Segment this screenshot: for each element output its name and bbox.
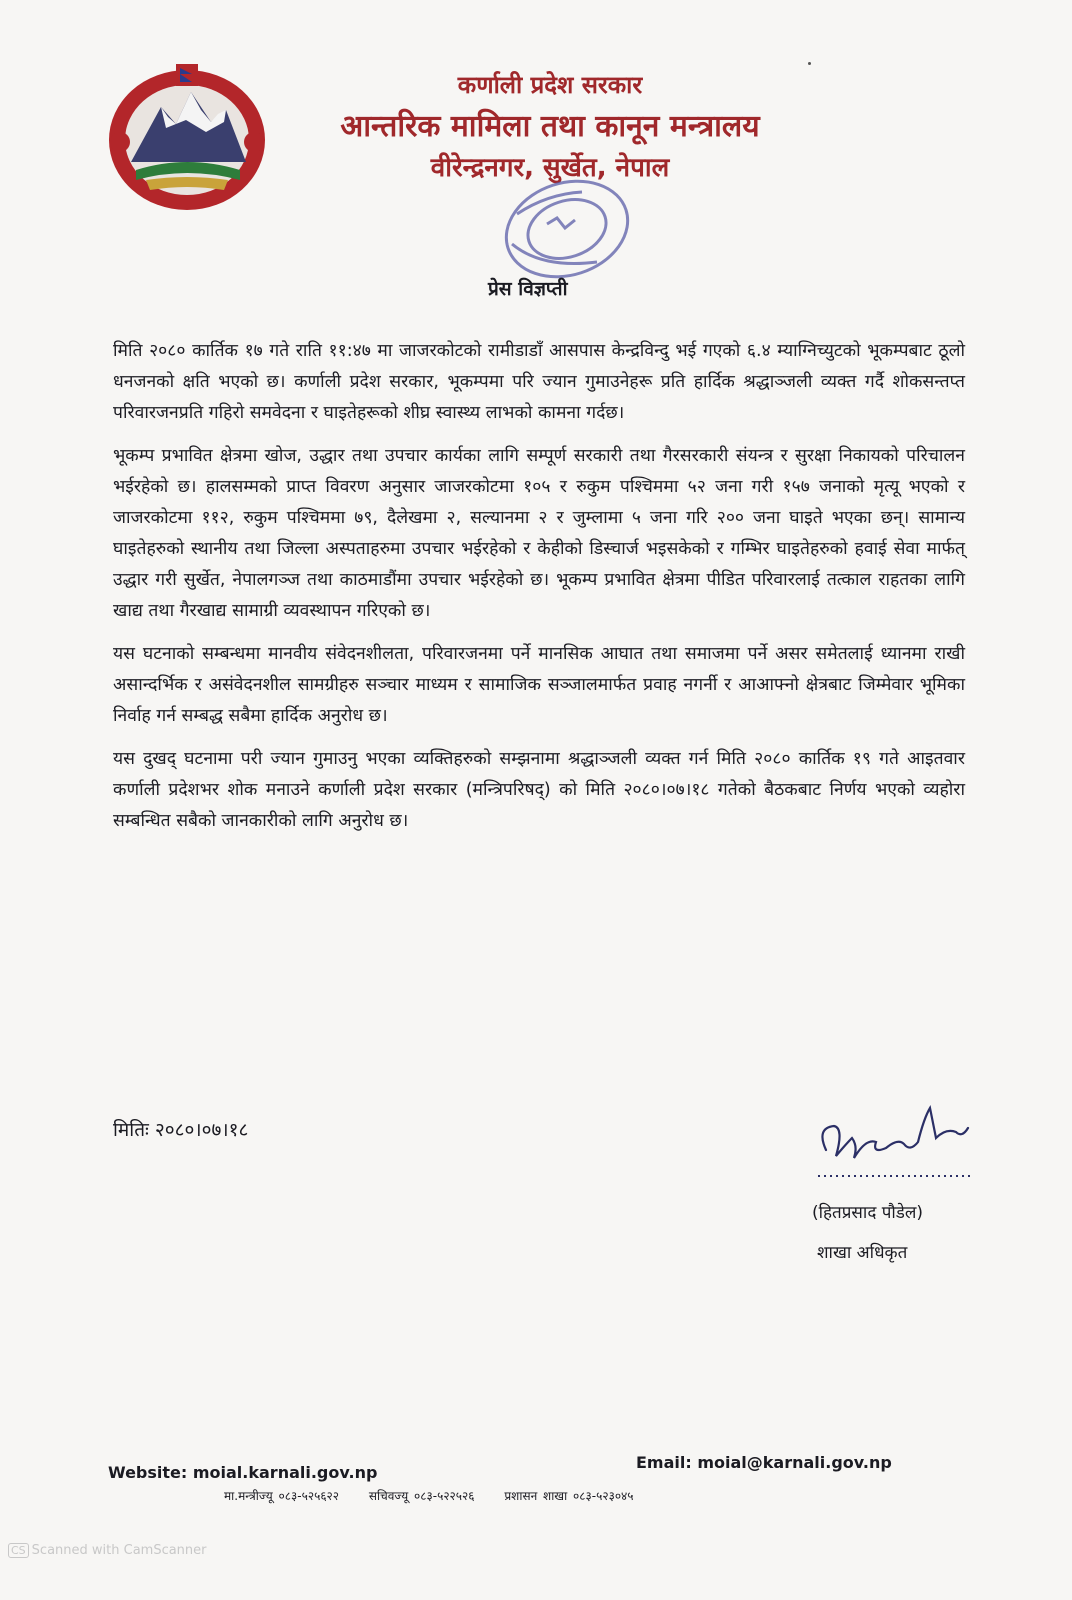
footer-website: Website: moial.karnali.gov.np bbox=[108, 1463, 378, 1482]
official-stamp bbox=[487, 174, 647, 284]
paragraph-1: मिति २०८० कार्तिक १७ गते राति ११:४७ मा जाजरकोटको रामीडाडाँ आसपास केन्द्रविन्दु भई गएको ६.४ म्याग्निच्युटको भूकम्पबाट ठूलो धनजनको क्षति भएको छ। कर्णाली प्रदेश सरकार, भूकम्पमा परि ज्यान गुमाउनेहरू प्रति हार्दिक श्रद्धाञ्जली व्यक्त गर्दै शोकसन्तप्त परिवारजनप्रति गहिरो समवेदना र घाइतेहरूको शीघ्र स्वास्थ्य लाभको कामना गर्दछ। bbox=[113, 341, 965, 423]
scanner-watermark-text: Scanned with CamScanner bbox=[31, 1543, 207, 1558]
scanner-watermark bbox=[8, 1543, 207, 1558]
paragraph-4: यस दुखद् घटनामा परी ज्यान गुमाउनु भएका व्यक्तिहरुको सम्झनामा श्रद्धाञ्जली व्यक्त गर्न मिति २०८० कार्तिक १९ गते आइतवार कर्णाली प्रदेशभर शोक मनाउने कर्णाली प्रदेश सरकार (मन्त्रिपरिषद्) को मिति २०८०।०७।१८ गतेको बैठकबाट निर्णय भएको व्यहोरा सम्बन्धित सबैको जानकारीको लागि अनुरोध छ। bbox=[113, 749, 965, 831]
signatory-name: (हितप्रसाद पौडेल) bbox=[812, 1203, 924, 1223]
signature bbox=[806, 1098, 976, 1188]
footer-phones bbox=[224, 1487, 658, 1504]
phone-secretary: सचिवज्यू ०८३-५२२५२६ bbox=[368, 1489, 475, 1503]
press-release-body bbox=[113, 336, 965, 849]
paragraph-2: भूकम्प प्रभावित क्षेत्रमा खोज, उद्धार तथा उपचार कार्यका लागि सम्पूर्ण सरकारी तथा गैरसरकारी संयन्त्र र सुरक्षा निकायको परिचालन भईरहेको छ। हालसम्मको प्राप्त विवरण अनुसार जाजरकोटमा १०५ र रुकुम पश्चिममा ५२ जना गरी १५७ जनाको मृत्यू भएको र जाजरकोटमा ११२, रुकुम पश्चिममा ७९, दैलेखमा २, सल्यानमा २ र जुम्लामा ५ जना गरि २०० जना घाइते भएका छन्। सामान्य घाइतेहरुको स्थानीय तथा जिल्ला अस्पताहरुमा उपचार भईरहेको र केहीको डिस्चार्ज भइसकेको र गम्भिर घाइतेहरुको हवाई सेवा मार्फत् उद्धार गरी सुर्खेत, नेपालगञ्ज तथा काठमाडौंमा उपचार भईरहेको छ। भूकम्प प्रभावित क्षेत्रमा पीडित परिवारलाई तत्काल राहतका लागि खाद्य तथा गैरखाद्य सामाग्री व्यवस्थापन गरिएको छ। bbox=[113, 446, 965, 621]
signatory-title: शाखा अधिकृत bbox=[817, 1243, 908, 1263]
page-title: प्रेस विज्ञप्ती bbox=[488, 278, 568, 300]
footer-email: Email: moial@karnali.gov.np bbox=[636, 1453, 892, 1472]
nepal-emblem-logo bbox=[106, 62, 268, 212]
issue-date: मितिः २०८०।०७।१८ bbox=[113, 1119, 249, 1141]
camscanner-icon: CS bbox=[8, 1543, 29, 1558]
header-ministry: आन्तरिक मामिला तथा कानून मन्त्रालय bbox=[340, 109, 760, 144]
paragraph-3: यस घटनाको सम्बन्धमा मानवीय संवेदनशीलता, परिवारजनमा पर्ने मानसिक आघात तथा समाजमा पर्ने असर समेतलाई ध्यानमा राखी असान्दर्भिक र असंवेदनशील सामग्रीहरु सञ्चार माध्यम र सामाजिक सञ्जालमार्फत प्रवाह नगर्नी र आआफ्नो क्षेत्रबाट जिम्मेवार भूमिका निर्वाह गर्न सम्बद्ध सबैमा हार्दिक अनुरोध छ। bbox=[113, 644, 965, 726]
phone-minister: मा.मन्त्रीज्यू ०८३-५२५६२२ bbox=[224, 1489, 340, 1503]
speck bbox=[808, 62, 811, 65]
header-address: वीरेन्द्रनगर, सुर्खेत, नेपाल bbox=[430, 153, 670, 183]
phone-administration: प्रशासन शाखा ०८३-५२३०४५ bbox=[504, 1489, 634, 1503]
header-government: कर्णाली प्रदेश सरकार bbox=[457, 71, 643, 99]
